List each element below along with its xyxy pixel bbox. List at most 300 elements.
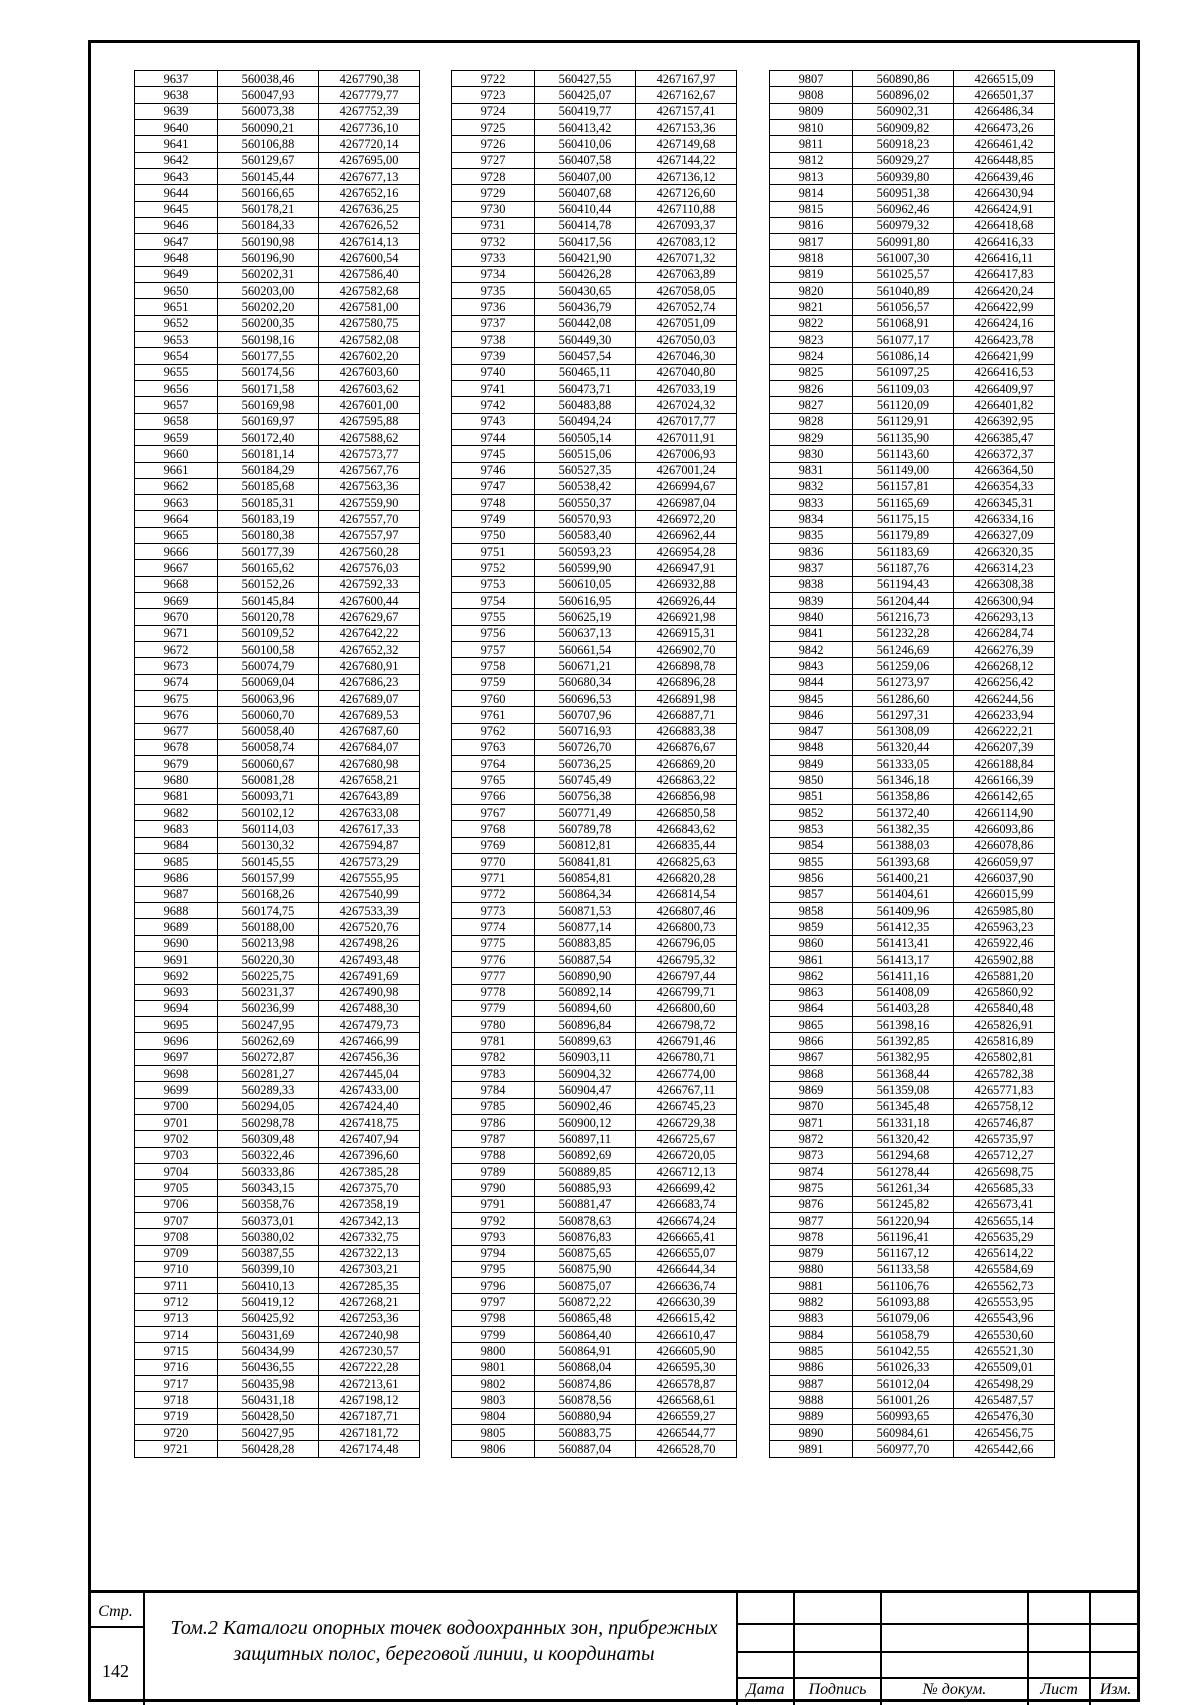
x-coordinate-cell: 560707,96 bbox=[535, 707, 636, 723]
y-coordinate-cell: 4265902,88 bbox=[954, 951, 1055, 967]
x-coordinate-cell: 560904,32 bbox=[535, 1066, 636, 1082]
point-number-cell: 9774 bbox=[452, 919, 535, 935]
y-coordinate-cell: 4267658,21 bbox=[319, 772, 420, 788]
table-row bbox=[135, 1082, 420, 1098]
table-row bbox=[770, 902, 1055, 918]
point-number-cell: 9726 bbox=[452, 136, 535, 152]
point-number-cell: 9840 bbox=[770, 609, 853, 625]
y-coordinate-cell: 4266843,62 bbox=[636, 821, 737, 837]
table-row bbox=[770, 707, 1055, 723]
point-number-cell: 9739 bbox=[452, 348, 535, 364]
x-coordinate-cell: 561392,85 bbox=[853, 1033, 954, 1049]
table-row bbox=[770, 1180, 1055, 1196]
point-number-cell: 9852 bbox=[770, 805, 853, 821]
y-coordinate-cell: 4267601,00 bbox=[319, 397, 420, 413]
y-coordinate-cell: 4266720,05 bbox=[636, 1147, 737, 1163]
table-row bbox=[452, 119, 737, 135]
y-coordinate-cell: 4266578,87 bbox=[636, 1376, 737, 1392]
point-number-cell: 9710 bbox=[135, 1261, 218, 1277]
table-row bbox=[135, 185, 420, 201]
y-coordinate-cell: 4266655,07 bbox=[636, 1245, 737, 1261]
x-coordinate-cell: 560726,70 bbox=[535, 739, 636, 755]
x-coordinate-cell: 560918,23 bbox=[853, 136, 954, 152]
table-row bbox=[452, 772, 737, 788]
y-coordinate-cell: 4266364,50 bbox=[954, 462, 1055, 478]
y-coordinate-cell: 4266896,28 bbox=[636, 674, 737, 690]
table-row bbox=[770, 103, 1055, 119]
y-coordinate-cell: 4265553,95 bbox=[954, 1294, 1055, 1310]
point-number-cell: 9869 bbox=[770, 1082, 853, 1098]
y-coordinate-cell: 4266725,67 bbox=[636, 1131, 737, 1147]
point-number-cell: 9779 bbox=[452, 1000, 535, 1016]
point-number-cell: 9746 bbox=[452, 462, 535, 478]
y-coordinate-cell: 4267582,08 bbox=[319, 332, 420, 348]
table-row bbox=[452, 1261, 737, 1277]
table-row bbox=[135, 935, 420, 951]
y-coordinate-cell: 4267488,30 bbox=[319, 1000, 420, 1016]
x-coordinate-cell: 560583,40 bbox=[535, 527, 636, 543]
y-coordinate-cell: 4266800,60 bbox=[636, 1000, 737, 1016]
x-coordinate-cell: 560294,05 bbox=[218, 1098, 319, 1114]
point-number-cell: 9693 bbox=[135, 984, 218, 1000]
table-row bbox=[770, 690, 1055, 706]
point-number-cell: 9724 bbox=[452, 103, 535, 119]
x-coordinate-cell: 560616,95 bbox=[535, 593, 636, 609]
x-coordinate-cell: 560069,04 bbox=[218, 674, 319, 690]
point-number-cell: 9849 bbox=[770, 756, 853, 772]
point-number-cell: 9808 bbox=[770, 87, 853, 103]
y-coordinate-cell: 4266791,46 bbox=[636, 1033, 737, 1049]
point-number-cell: 9783 bbox=[452, 1066, 535, 1082]
point-number-cell: 9846 bbox=[770, 707, 853, 723]
y-coordinate-cell: 4267051,09 bbox=[636, 315, 737, 331]
x-coordinate-cell: 560515,06 bbox=[535, 446, 636, 462]
y-coordinate-cell: 4266615,42 bbox=[636, 1310, 737, 1326]
table-row bbox=[770, 332, 1055, 348]
table-row bbox=[770, 625, 1055, 641]
point-number-cell: 9670 bbox=[135, 609, 218, 625]
y-coordinate-cell: 4266926,44 bbox=[636, 593, 737, 609]
point-number-cell: 9745 bbox=[452, 446, 535, 462]
point-number-cell: 9794 bbox=[452, 1245, 535, 1261]
x-coordinate-cell: 560897,11 bbox=[535, 1131, 636, 1147]
point-number-cell: 9766 bbox=[452, 788, 535, 804]
table-row bbox=[770, 1343, 1055, 1359]
table-row bbox=[135, 168, 420, 184]
y-coordinate-cell: 4266461,42 bbox=[954, 136, 1055, 152]
y-coordinate-cell: 4267636,25 bbox=[319, 201, 420, 217]
y-coordinate-cell: 4265584,69 bbox=[954, 1261, 1055, 1277]
y-coordinate-cell: 4266166,39 bbox=[954, 772, 1055, 788]
point-number-cell: 9855 bbox=[770, 854, 853, 870]
point-number-cell: 9681 bbox=[135, 788, 218, 804]
point-number-cell: 9837 bbox=[770, 560, 853, 576]
x-coordinate-cell: 560881,47 bbox=[535, 1196, 636, 1212]
point-number-cell: 9659 bbox=[135, 429, 218, 445]
x-coordinate-cell: 561183,69 bbox=[853, 544, 954, 560]
table-row bbox=[135, 478, 420, 494]
x-coordinate-cell: 560871,53 bbox=[535, 902, 636, 918]
x-coordinate-cell: 561411,16 bbox=[853, 968, 954, 984]
y-coordinate-cell: 4266883,38 bbox=[636, 723, 737, 739]
y-coordinate-cell: 4266037,90 bbox=[954, 870, 1055, 886]
y-coordinate-cell: 4266142,65 bbox=[954, 788, 1055, 804]
point-number-cell: 9740 bbox=[452, 364, 535, 380]
table-row bbox=[770, 870, 1055, 886]
x-coordinate-cell: 560610,05 bbox=[535, 576, 636, 592]
x-coordinate-cell: 560889,85 bbox=[535, 1163, 636, 1179]
point-number-cell: 9638 bbox=[135, 87, 218, 103]
y-coordinate-cell: 4266424,16 bbox=[954, 315, 1055, 331]
point-number-cell: 9862 bbox=[770, 968, 853, 984]
y-coordinate-cell: 4267230,57 bbox=[319, 1343, 420, 1359]
point-number-cell: 9875 bbox=[770, 1180, 853, 1196]
point-number-cell: 9789 bbox=[452, 1163, 535, 1179]
table-row bbox=[770, 1424, 1055, 1440]
x-coordinate-cell: 561245,82 bbox=[853, 1196, 954, 1212]
x-coordinate-cell: 560896,84 bbox=[535, 1017, 636, 1033]
x-coordinate-cell: 560899,63 bbox=[535, 1033, 636, 1049]
table-row bbox=[770, 348, 1055, 364]
point-number-cell: 9765 bbox=[452, 772, 535, 788]
table-row bbox=[452, 756, 737, 772]
date-column-label: Дата bbox=[746, 1681, 785, 1698]
x-coordinate-cell: 560877,14 bbox=[535, 919, 636, 935]
y-coordinate-cell: 4267157,41 bbox=[636, 103, 737, 119]
table-row bbox=[135, 870, 420, 886]
table-row bbox=[452, 805, 737, 821]
table-row bbox=[135, 1376, 420, 1392]
point-number-cell: 9663 bbox=[135, 495, 218, 511]
point-number-cell: 9748 bbox=[452, 495, 535, 511]
y-coordinate-cell: 4266320,35 bbox=[954, 544, 1055, 560]
point-number-cell: 9650 bbox=[135, 283, 218, 299]
table-row bbox=[135, 772, 420, 788]
table-row bbox=[770, 1115, 1055, 1131]
y-coordinate-cell: 4267603,60 bbox=[319, 364, 420, 380]
point-number-cell: 9785 bbox=[452, 1098, 535, 1114]
x-coordinate-cell: 560180,38 bbox=[218, 527, 319, 543]
y-coordinate-cell: 4267342,13 bbox=[319, 1212, 420, 1228]
table-row bbox=[770, 1033, 1055, 1049]
point-number-cell: 9833 bbox=[770, 495, 853, 511]
table-row bbox=[452, 234, 737, 250]
table-row bbox=[770, 593, 1055, 609]
x-coordinate-cell: 560373,01 bbox=[218, 1212, 319, 1228]
point-number-cell: 9772 bbox=[452, 886, 535, 902]
table-row bbox=[135, 1424, 420, 1440]
point-number-cell: 9813 bbox=[770, 168, 853, 184]
point-number-cell: 9850 bbox=[770, 772, 853, 788]
table-row bbox=[135, 658, 420, 674]
x-coordinate-cell: 560434,99 bbox=[218, 1343, 319, 1359]
x-coordinate-cell: 561007,30 bbox=[853, 250, 954, 266]
x-coordinate-cell: 561220,94 bbox=[853, 1212, 954, 1228]
y-coordinate-cell: 4267490,98 bbox=[319, 984, 420, 1000]
y-coordinate-cell: 4266501,37 bbox=[954, 87, 1055, 103]
point-number-cell: 9666 bbox=[135, 544, 218, 560]
table-row bbox=[770, 1082, 1055, 1098]
y-coordinate-cell: 4267680,91 bbox=[319, 658, 420, 674]
point-number-cell: 9828 bbox=[770, 413, 853, 429]
y-coordinate-cell: 4266314,23 bbox=[954, 560, 1055, 576]
x-coordinate-cell: 560885,93 bbox=[535, 1180, 636, 1196]
point-number-cell: 9836 bbox=[770, 544, 853, 560]
table-row bbox=[770, 951, 1055, 967]
table-row bbox=[770, 446, 1055, 462]
y-coordinate-cell: 4267643,89 bbox=[319, 788, 420, 804]
y-coordinate-cell: 4265735,97 bbox=[954, 1131, 1055, 1147]
y-coordinate-cell: 4267563,36 bbox=[319, 478, 420, 494]
y-coordinate-cell: 4266994,67 bbox=[636, 478, 737, 494]
x-coordinate-cell: 561286,60 bbox=[853, 690, 954, 706]
y-coordinate-cell: 4267322,13 bbox=[319, 1245, 420, 1261]
y-coordinate-cell: 4265840,48 bbox=[954, 1000, 1055, 1016]
point-number-cell: 9884 bbox=[770, 1327, 853, 1343]
table-row bbox=[135, 1343, 420, 1359]
table-row bbox=[770, 266, 1055, 282]
point-number-cell: 9690 bbox=[135, 935, 218, 951]
x-coordinate-cell: 560047,93 bbox=[218, 87, 319, 103]
table-row bbox=[770, 919, 1055, 935]
x-coordinate-cell: 561413,41 bbox=[853, 935, 954, 951]
point-number-cell: 9814 bbox=[770, 185, 853, 201]
table-row bbox=[135, 1229, 420, 1245]
x-coordinate-cell: 560060,67 bbox=[218, 756, 319, 772]
table-row bbox=[452, 1066, 737, 1082]
x-coordinate-cell: 560909,82 bbox=[853, 119, 954, 135]
x-coordinate-cell: 560637,13 bbox=[535, 625, 636, 641]
x-coordinate-cell: 560527,35 bbox=[535, 462, 636, 478]
table-row bbox=[452, 446, 737, 462]
x-coordinate-cell: 561133,58 bbox=[853, 1261, 954, 1277]
y-coordinate-cell: 4265562,73 bbox=[954, 1278, 1055, 1294]
point-number-cell: 9775 bbox=[452, 935, 535, 951]
x-coordinate-cell: 560281,27 bbox=[218, 1066, 319, 1082]
point-number-cell: 9767 bbox=[452, 805, 535, 821]
x-coordinate-cell: 560865,48 bbox=[535, 1310, 636, 1326]
point-number-cell: 9657 bbox=[135, 397, 218, 413]
y-coordinate-cell: 4266745,23 bbox=[636, 1098, 737, 1114]
point-number-cell: 9760 bbox=[452, 690, 535, 706]
x-coordinate-cell: 560890,90 bbox=[535, 968, 636, 984]
y-coordinate-cell: 4267567,76 bbox=[319, 462, 420, 478]
y-coordinate-cell: 4267024,32 bbox=[636, 397, 737, 413]
table-row bbox=[770, 87, 1055, 103]
y-coordinate-cell: 4267592,33 bbox=[319, 576, 420, 592]
x-coordinate-cell: 561372,40 bbox=[853, 805, 954, 821]
x-coordinate-cell: 560426,28 bbox=[535, 266, 636, 282]
table-row bbox=[452, 1359, 737, 1375]
point-number-cell: 9669 bbox=[135, 593, 218, 609]
table-row bbox=[452, 935, 737, 951]
y-coordinate-cell: 4267396,60 bbox=[319, 1147, 420, 1163]
y-coordinate-cell: 4267033,19 bbox=[636, 380, 737, 396]
point-number-cell: 9891 bbox=[770, 1441, 853, 1457]
x-coordinate-cell: 560878,63 bbox=[535, 1212, 636, 1228]
x-coordinate-cell: 560425,07 bbox=[535, 87, 636, 103]
point-number-cell: 9793 bbox=[452, 1229, 535, 1245]
table-row bbox=[135, 674, 420, 690]
table-row bbox=[452, 1392, 737, 1408]
table-row bbox=[770, 168, 1055, 184]
x-coordinate-cell: 560152,26 bbox=[218, 576, 319, 592]
table-row bbox=[770, 1376, 1055, 1392]
x-coordinate-cell: 560904,47 bbox=[535, 1082, 636, 1098]
y-coordinate-cell: 4265476,30 bbox=[954, 1408, 1055, 1424]
y-coordinate-cell: 4267222,28 bbox=[319, 1359, 420, 1375]
x-coordinate-cell: 561109,03 bbox=[853, 380, 954, 396]
y-coordinate-cell: 4266423,78 bbox=[954, 332, 1055, 348]
point-number-cell: 9721 bbox=[135, 1441, 218, 1457]
table-row bbox=[770, 185, 1055, 201]
point-number-cell: 9873 bbox=[770, 1147, 853, 1163]
y-coordinate-cell: 4267187,71 bbox=[319, 1408, 420, 1424]
y-coordinate-cell: 4267557,70 bbox=[319, 511, 420, 527]
x-coordinate-cell: 560868,04 bbox=[535, 1359, 636, 1375]
table-row bbox=[770, 1359, 1055, 1375]
table-row bbox=[452, 723, 737, 739]
point-number-cell: 9882 bbox=[770, 1294, 853, 1310]
table-row bbox=[135, 968, 420, 984]
y-coordinate-cell: 4267385,28 bbox=[319, 1163, 420, 1179]
y-coordinate-cell: 4267582,68 bbox=[319, 283, 420, 299]
point-number-cell: 9704 bbox=[135, 1163, 218, 1179]
point-number-cell: 9780 bbox=[452, 1017, 535, 1033]
x-coordinate-cell: 560883,75 bbox=[535, 1424, 636, 1440]
table-row bbox=[770, 152, 1055, 168]
table-row bbox=[452, 739, 737, 755]
point-number-cell: 9781 bbox=[452, 1033, 535, 1049]
point-number-cell: 9673 bbox=[135, 658, 218, 674]
y-coordinate-cell: 4266308,38 bbox=[954, 576, 1055, 592]
table-row bbox=[770, 641, 1055, 657]
y-coordinate-cell: 4267052,74 bbox=[636, 299, 737, 315]
table-row bbox=[452, 1408, 737, 1424]
point-number-cell: 9888 bbox=[770, 1392, 853, 1408]
point-number-cell: 9655 bbox=[135, 364, 218, 380]
y-coordinate-cell: 4266898,78 bbox=[636, 658, 737, 674]
point-number-cell: 9863 bbox=[770, 984, 853, 1000]
y-coordinate-cell: 4266334,16 bbox=[954, 511, 1055, 527]
y-coordinate-cell: 4266820,28 bbox=[636, 870, 737, 886]
table-row bbox=[452, 1033, 737, 1049]
x-coordinate-cell: 561129,91 bbox=[853, 413, 954, 429]
table-row bbox=[452, 886, 737, 902]
table-row bbox=[452, 674, 737, 690]
y-coordinate-cell: 4266799,71 bbox=[636, 984, 737, 1000]
point-number-cell: 9857 bbox=[770, 886, 853, 902]
point-number-cell: 9653 bbox=[135, 332, 218, 348]
table-row bbox=[135, 315, 420, 331]
x-coordinate-cell: 560716,93 bbox=[535, 723, 636, 739]
x-coordinate-cell: 561294,68 bbox=[853, 1147, 954, 1163]
x-coordinate-cell: 560570,93 bbox=[535, 511, 636, 527]
x-coordinate-cell: 560129,67 bbox=[218, 152, 319, 168]
x-coordinate-cell: 560457,54 bbox=[535, 348, 636, 364]
x-coordinate-cell: 560380,02 bbox=[218, 1229, 319, 1245]
table-row bbox=[135, 1033, 420, 1049]
point-number-cell: 9665 bbox=[135, 527, 218, 543]
table-row bbox=[452, 1196, 737, 1212]
y-coordinate-cell: 4265685,33 bbox=[954, 1180, 1055, 1196]
x-coordinate-cell: 560417,56 bbox=[535, 234, 636, 250]
point-number-cell: 9868 bbox=[770, 1066, 853, 1082]
table-row bbox=[452, 1376, 737, 1392]
table-row bbox=[452, 462, 737, 478]
y-coordinate-cell: 4265746,87 bbox=[954, 1115, 1055, 1131]
table-row bbox=[135, 234, 420, 250]
y-coordinate-cell: 4267588,62 bbox=[319, 429, 420, 445]
y-coordinate-cell: 4266683,74 bbox=[636, 1196, 737, 1212]
y-coordinate-cell: 4267358,19 bbox=[319, 1196, 420, 1212]
table-row bbox=[452, 609, 737, 625]
point-number-cell: 9701 bbox=[135, 1115, 218, 1131]
table-row bbox=[452, 919, 737, 935]
point-number-cell: 9677 bbox=[135, 723, 218, 739]
point-number-cell: 9708 bbox=[135, 1229, 218, 1245]
point-number-cell: 9689 bbox=[135, 919, 218, 935]
table-row bbox=[452, 1424, 737, 1440]
y-coordinate-cell: 4266774,00 bbox=[636, 1066, 737, 1082]
point-number-cell: 9641 bbox=[135, 136, 218, 152]
x-coordinate-cell: 560892,69 bbox=[535, 1147, 636, 1163]
table-row bbox=[135, 87, 420, 103]
point-number-cell: 9714 bbox=[135, 1327, 218, 1343]
point-number-cell: 9843 bbox=[770, 658, 853, 674]
point-number-cell: 9647 bbox=[135, 234, 218, 250]
x-coordinate-cell: 560081,28 bbox=[218, 772, 319, 788]
x-coordinate-cell: 560202,20 bbox=[218, 299, 319, 315]
table-row bbox=[135, 250, 420, 266]
x-coordinate-cell: 560887,04 bbox=[535, 1441, 636, 1457]
point-number-cell: 9845 bbox=[770, 690, 853, 706]
y-coordinate-cell: 4266392,95 bbox=[954, 413, 1055, 429]
x-coordinate-cell: 560413,42 bbox=[535, 119, 636, 135]
y-coordinate-cell: 4266256,42 bbox=[954, 674, 1055, 690]
x-coordinate-cell: 560896,02 bbox=[853, 87, 954, 103]
point-number-cell: 9806 bbox=[452, 1441, 535, 1457]
table-row bbox=[770, 886, 1055, 902]
table-row bbox=[770, 1066, 1055, 1082]
x-coordinate-cell: 560900,12 bbox=[535, 1115, 636, 1131]
point-number-cell: 9691 bbox=[135, 951, 218, 967]
x-coordinate-cell: 560181,14 bbox=[218, 446, 319, 462]
table-row bbox=[135, 854, 420, 870]
point-number-cell: 9859 bbox=[770, 919, 853, 935]
point-number-cell: 9763 bbox=[452, 739, 535, 755]
point-number-cell: 9734 bbox=[452, 266, 535, 282]
table-row bbox=[452, 1017, 737, 1033]
point-number-cell: 9738 bbox=[452, 332, 535, 348]
table-row bbox=[770, 1049, 1055, 1065]
point-number-cell: 9871 bbox=[770, 1115, 853, 1131]
x-coordinate-cell: 561026,33 bbox=[853, 1359, 954, 1375]
x-coordinate-cell: 561359,08 bbox=[853, 1082, 954, 1098]
y-coordinate-cell: 4267285,35 bbox=[319, 1278, 420, 1294]
point-number-cell: 9688 bbox=[135, 902, 218, 918]
table-row bbox=[452, 413, 737, 429]
point-number-cell: 9876 bbox=[770, 1196, 853, 1212]
y-coordinate-cell: 4266807,46 bbox=[636, 902, 737, 918]
doc-number-column-label: № докум. bbox=[922, 1681, 987, 1698]
x-coordinate-cell: 561346,18 bbox=[853, 772, 954, 788]
y-coordinate-cell: 4267557,97 bbox=[319, 527, 420, 543]
y-coordinate-cell: 4265826,91 bbox=[954, 1017, 1055, 1033]
table-row bbox=[452, 707, 737, 723]
x-coordinate-cell: 561001,26 bbox=[853, 1392, 954, 1408]
y-coordinate-cell: 4267268,21 bbox=[319, 1294, 420, 1310]
